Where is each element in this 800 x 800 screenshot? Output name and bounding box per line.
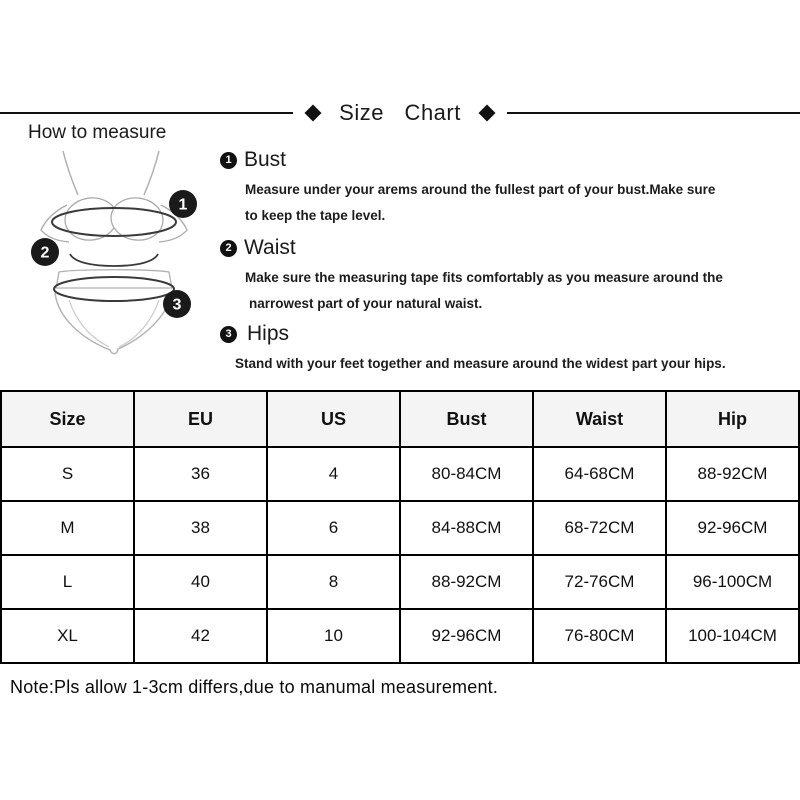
waist-instruction-line-1: Make sure the measuring tape fits comfortably as you measure around the: [245, 270, 723, 285]
waist-measure-line: [70, 254, 158, 266]
instruction-waist: [220, 234, 795, 317]
bust-illustration-badge: [169, 190, 197, 218]
table-cell: 36: [134, 447, 267, 501]
waist-instruction-line-2: narrowest part of your natural waist.: [249, 296, 483, 311]
table-cell: 10: [267, 609, 400, 663]
svg-text:2: 2: [40, 244, 50, 262]
table-row-m: [1, 501, 799, 555]
table-row-l: [1, 555, 799, 609]
table-cell: 68-72CM: [533, 501, 666, 555]
table-cell: M: [1, 501, 134, 555]
table-cell: L: [1, 555, 134, 609]
table-cell: 96-100CM: [666, 555, 799, 609]
column-header-size: Size: [1, 391, 134, 447]
table-row-xl: [1, 609, 799, 663]
table-cell: 64-68CM: [533, 447, 666, 501]
instruction-bust: [220, 146, 795, 229]
bust-label: Bust: [244, 148, 287, 171]
instruction-waist-heading: [220, 234, 795, 262]
table-cell: 88-92CM: [400, 555, 533, 609]
measurement-illustration: [25, 145, 205, 375]
table-cell: 8: [267, 555, 400, 609]
svg-text:1: 1: [178, 196, 188, 214]
hips-label: Hips: [247, 322, 290, 345]
table-cell: 42: [134, 609, 267, 663]
table-cell: 84-88CM: [400, 501, 533, 555]
table-cell: 4: [267, 447, 400, 501]
waist-label: Waist: [244, 236, 296, 259]
page-title: Size Chart: [339, 100, 461, 125]
table-cell: 88-92CM: [666, 447, 799, 501]
bust-instruction-line-1: Measure under your arems around the fullest part of your bust.Make sure: [245, 182, 716, 197]
instruction-hips-heading: [220, 320, 795, 348]
column-header-eu: EU: [134, 391, 267, 447]
waist-number-badge: 2: [220, 240, 237, 257]
instruction-bust-heading: [220, 146, 795, 174]
bust-instruction-line-2: to keep the tape level.: [245, 208, 386, 223]
table-cell: 76-80CM: [533, 609, 666, 663]
table-cell: 80-84CM: [400, 447, 533, 501]
svg-text:3: 3: [172, 296, 182, 314]
table-cell: XL: [1, 609, 134, 663]
column-header-bust: Bust: [400, 391, 533, 447]
table-cell: 38: [134, 501, 267, 555]
how-to-measure-heading: How to measure: [28, 122, 167, 143]
instruction-hips: [220, 320, 795, 377]
waist-illustration-badge: [31, 238, 59, 266]
size-table: [0, 390, 800, 664]
bikini-bottom-band: [56, 270, 172, 288]
bikini-strap-right: [144, 151, 159, 195]
diamond-icon-right: [478, 105, 495, 122]
table-row-s: [1, 447, 799, 501]
bikini-strap-left: [63, 151, 78, 195]
table-cell: 40: [134, 555, 267, 609]
size-table-header-row: [1, 391, 799, 447]
bikini-bottom-body: [55, 293, 172, 354]
hips-number-badge: 3: [220, 326, 237, 343]
table-cell: 72-76CM: [533, 555, 666, 609]
size-table-container: [0, 390, 800, 664]
column-header-hip: Hip: [666, 391, 799, 447]
table-cell: 100-104CM: [666, 609, 799, 663]
table-cell: 6: [267, 501, 400, 555]
bust-number-badge: 1: [220, 152, 237, 169]
hip-illustration-badge: [163, 290, 191, 318]
column-header-us: US: [267, 391, 400, 447]
divider-line-right: [507, 112, 800, 114]
table-cell: 92-96CM: [666, 501, 799, 555]
hips-instruction-line-1: Stand with your feet together and measure around the widest part your hips.: [235, 356, 726, 371]
table-cell: 92-96CM: [400, 609, 533, 663]
divider-line-left: [0, 112, 293, 114]
note-text: Note:Pls allow 1-3cm differs,due to manumal measurement.: [10, 677, 499, 697]
column-header-waist: Waist: [533, 391, 666, 447]
diamond-icon-left: [305, 105, 322, 122]
table-cell: S: [1, 447, 134, 501]
